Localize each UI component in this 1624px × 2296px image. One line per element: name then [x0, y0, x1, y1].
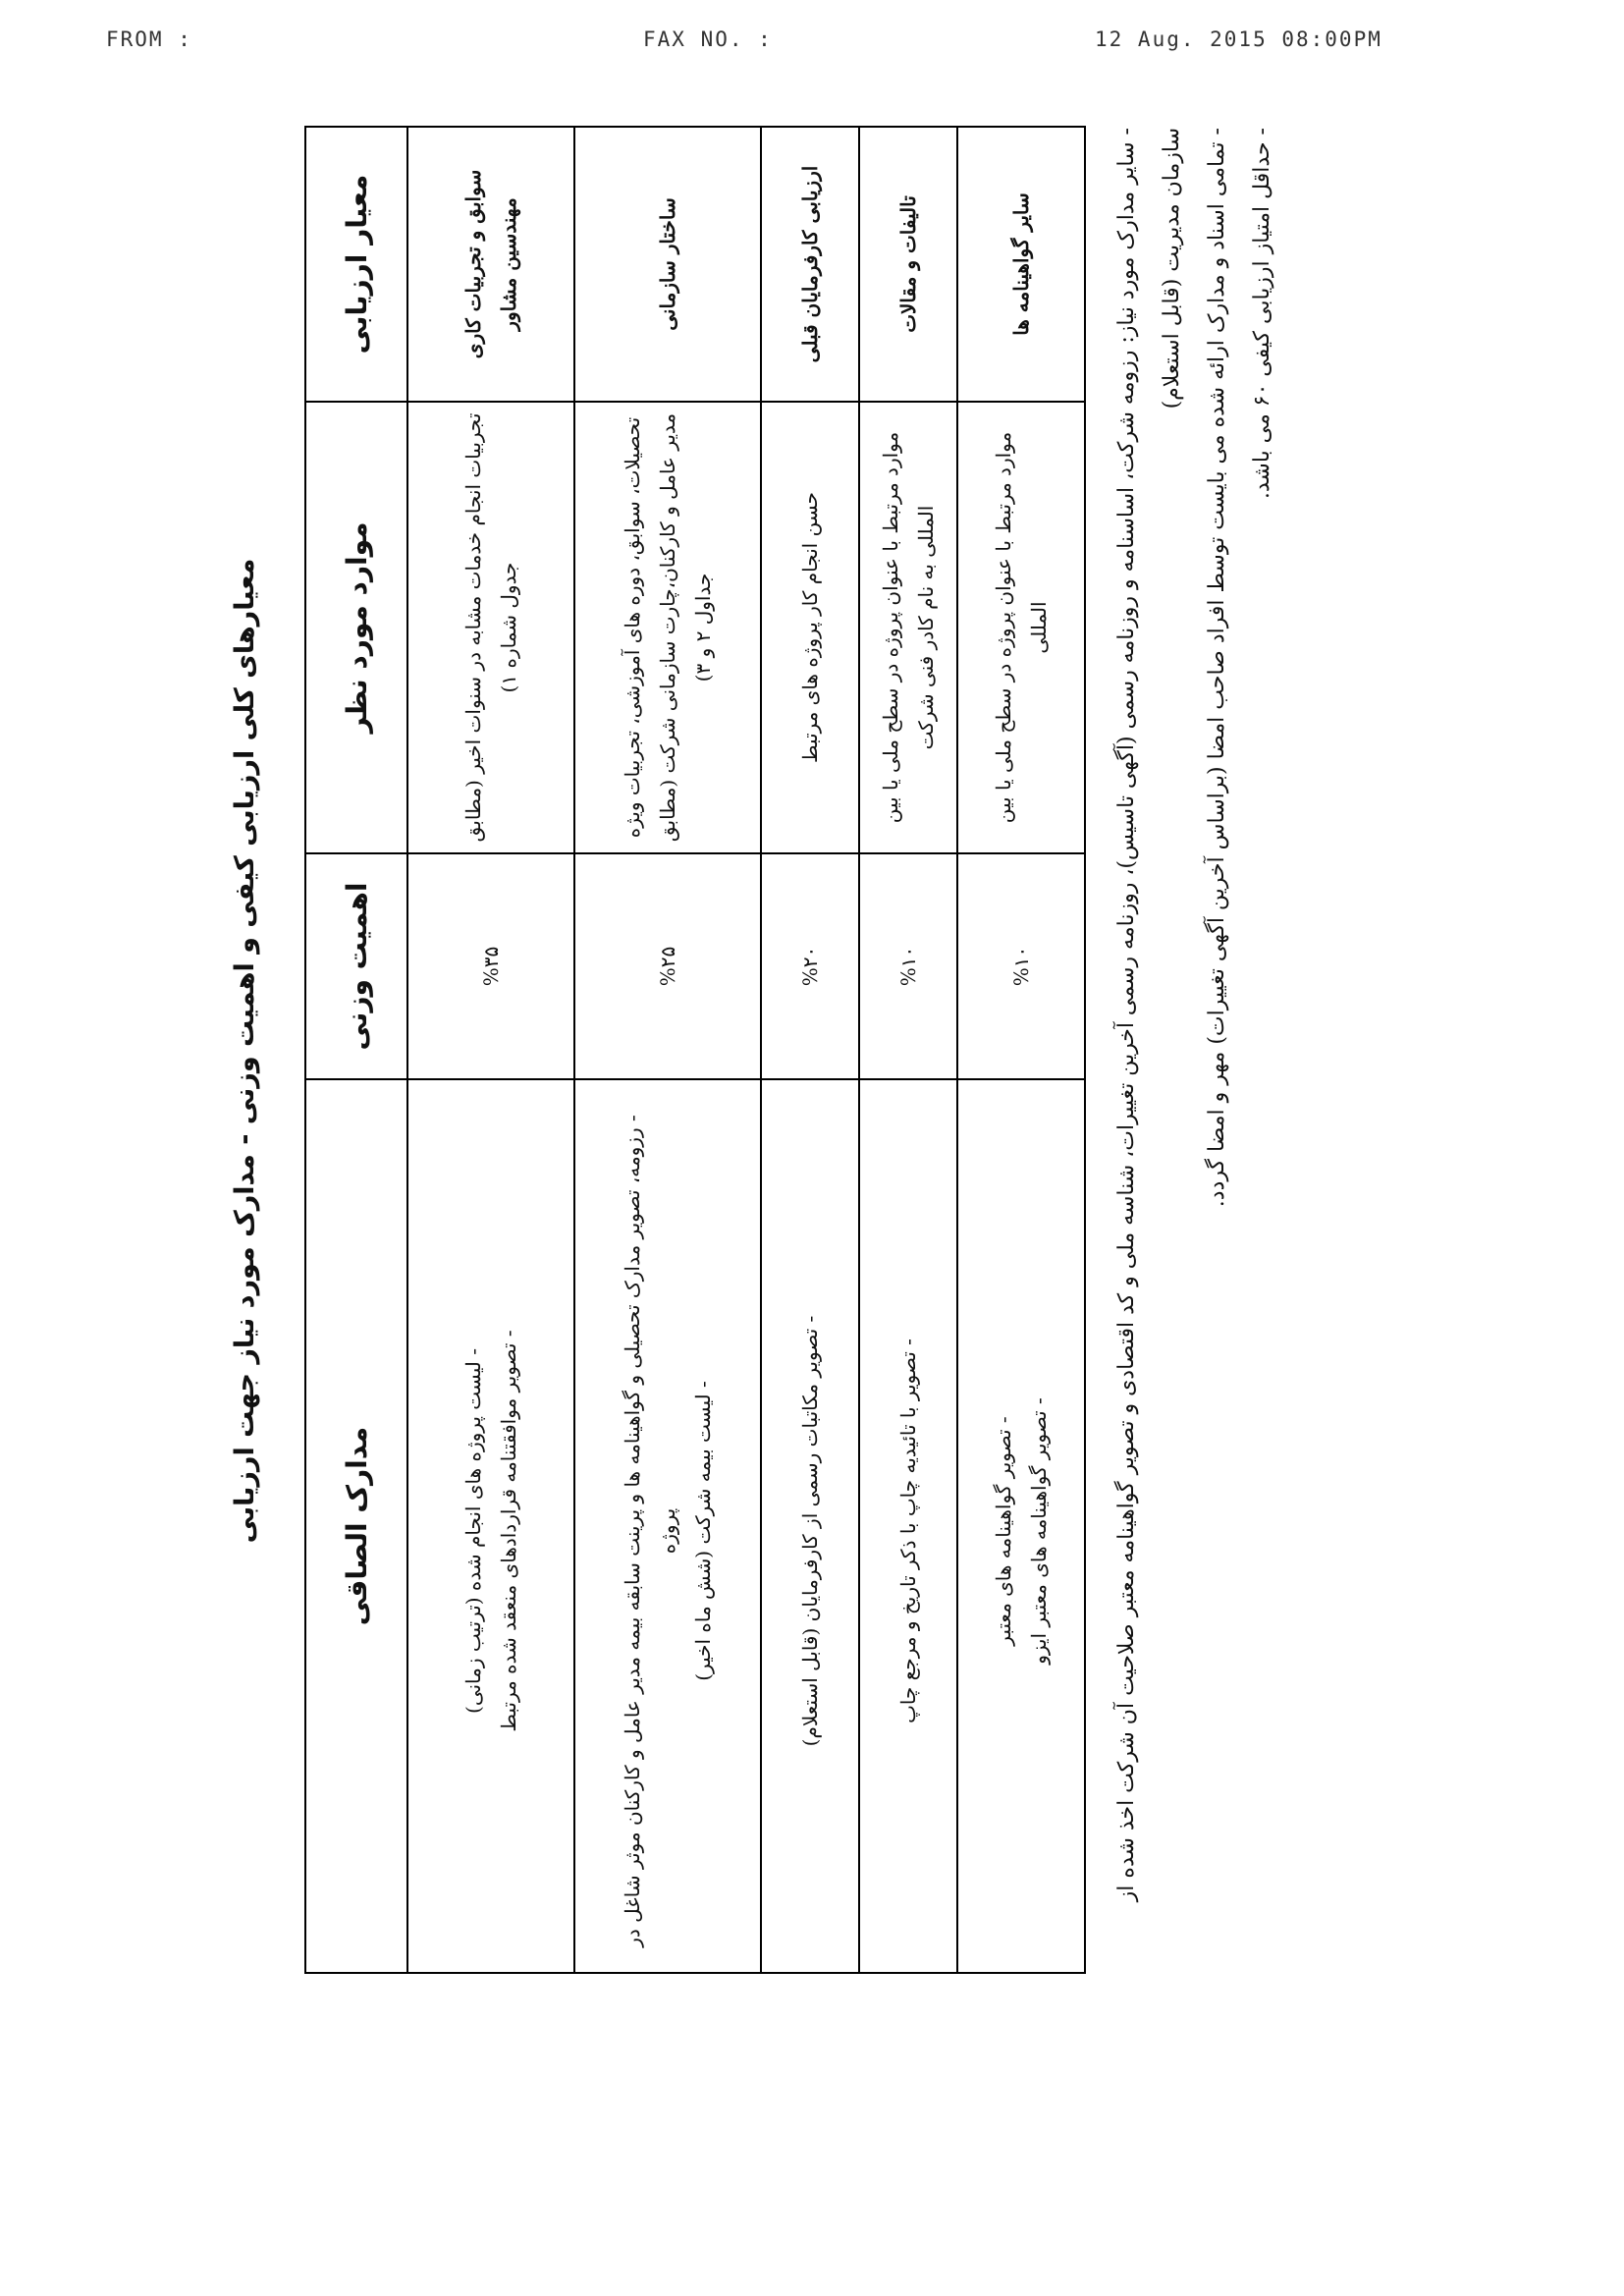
considered-cell: موارد مرتبط با عنوان پروژه در سطح ملی یا بین المللی به نام کادر فنی شرکت — [859, 402, 957, 853]
considered-cell: تحصیلات، سوابق، دوره های آموزشی، تجربیات ویژه مدیر عامل و کارکنان،چارت سازمانی شرکت (مطابق جداول ۲ و ۳) — [574, 402, 761, 853]
document-item: - تصویر با تائیدیه چاپ با ذکر تاریخ و مرجع چاپ — [891, 1100, 926, 1962]
table-row — [957, 127, 1085, 1973]
note-item: - تمامی اسناد و مدارک ارائه شده می بایست توسط افراد صاحب امضا (براساس آخرین آگهی تغییرات) مهر و امضا گردد. — [1195, 128, 1240, 1974]
documents-cell — [574, 1079, 761, 1973]
document-item: - تصویر موافقتنامه قراردادهای منعقد شده مرتبط — [491, 1100, 526, 1962]
table-row — [859, 127, 957, 1973]
table-row — [761, 127, 859, 1973]
table-row — [407, 127, 574, 1973]
document-item: - لیست بیمه شرکت (شش ماه اخیر) — [685, 1100, 721, 1962]
fax-date: 12 Aug. 2015 08:00PM — [1095, 27, 1382, 51]
rotated-page-content — [226, 49, 1350, 1974]
document-item: - تصویر گواهینامه های معتبر ایزو — [1021, 1100, 1056, 1962]
table-row — [574, 127, 761, 1973]
header-criterion: معیار ارزیابی — [305, 127, 407, 402]
page-title: معیارهای کلی ارزیابی کیفی و اهمیت وزنی - مدارک مورد نیاز جهت ارزیابی — [230, 558, 260, 1544]
criteria-table — [304, 126, 1086, 1974]
weight-cell: %۱۰ — [957, 853, 1085, 1079]
document-item: - تصویر مکاتبات رسمی از کارفرمایان (قابل استعلام) — [792, 1100, 828, 1962]
header-weight: اهمیت وزنی — [305, 853, 407, 1079]
notes — [1105, 128, 1285, 1974]
documents-cell — [859, 1079, 957, 1973]
weight-cell: %۲۵ — [574, 853, 761, 1079]
criterion-cell: ارزیابی کارفرمایان قبلی — [761, 127, 859, 402]
considered-cell: حسن انجام کار پروژه های مرتبط — [761, 402, 859, 853]
criterion-cell: ساختار سازمانی — [574, 127, 761, 402]
criterion-cell: سایر گواهینامه ها — [957, 127, 1085, 402]
note-item: - سایر مدارک مورد نیاز: رزومه شرکت، اساسنامه و روزنامه رسمی (آگهی تاسیس)، روزنامه رسمی آخرین تغییرات، شناسه ملی و کد اقتصادی و تصویر گواهینامه معتبر صلاحیت آن شرکت اخذ شده از سازمان مدیریت (قابل استعلام) — [1105, 128, 1195, 1974]
document-item: - تصویر گواهینامه های معتبر — [986, 1100, 1021, 1962]
document-item: - رزومه، تصویر مدارک تحصیلی و گواهینامه ها و پرینت سابقه بیمه مدیر عامل و کارکنان موثر شاغل در پروژه — [615, 1100, 685, 1962]
criterion-cell: تالیفات و مقالات — [859, 127, 957, 402]
documents-cell — [957, 1079, 1085, 1973]
weight-cell: %۱۰ — [859, 853, 957, 1079]
note-item: - حداقل امتیاز ارزیابی کیفی ۶۰ می باشد. — [1240, 128, 1285, 1974]
documents-cell — [761, 1079, 859, 1973]
weight-cell: %۲۰ — [761, 853, 859, 1079]
considered-cell: تجربیات انجام خدمات مشابه در سنوات اخیر (مطابق جدول شماره ۱) — [407, 402, 574, 853]
weight-cell: %۳۵ — [407, 853, 574, 1079]
considered-cell: موارد مرتبط با عنوان پروژه در سطح ملی یا بین المللی — [957, 402, 1085, 853]
header-documents: مدارک الصاقی — [305, 1079, 407, 1973]
fax-number: FAX NO. : — [643, 27, 773, 51]
criterion-cell: سوابق و تجربیات کاری مهندسین مشاور — [407, 127, 574, 402]
fax-from: FROM : — [106, 27, 192, 51]
table-header-row — [305, 127, 407, 1973]
documents-cell — [407, 1079, 574, 1973]
document-item: - لیست پروژه های انجام شده (ترتیب زمانی) — [456, 1100, 491, 1962]
header-considered: موارد مورد نظر — [305, 402, 407, 853]
